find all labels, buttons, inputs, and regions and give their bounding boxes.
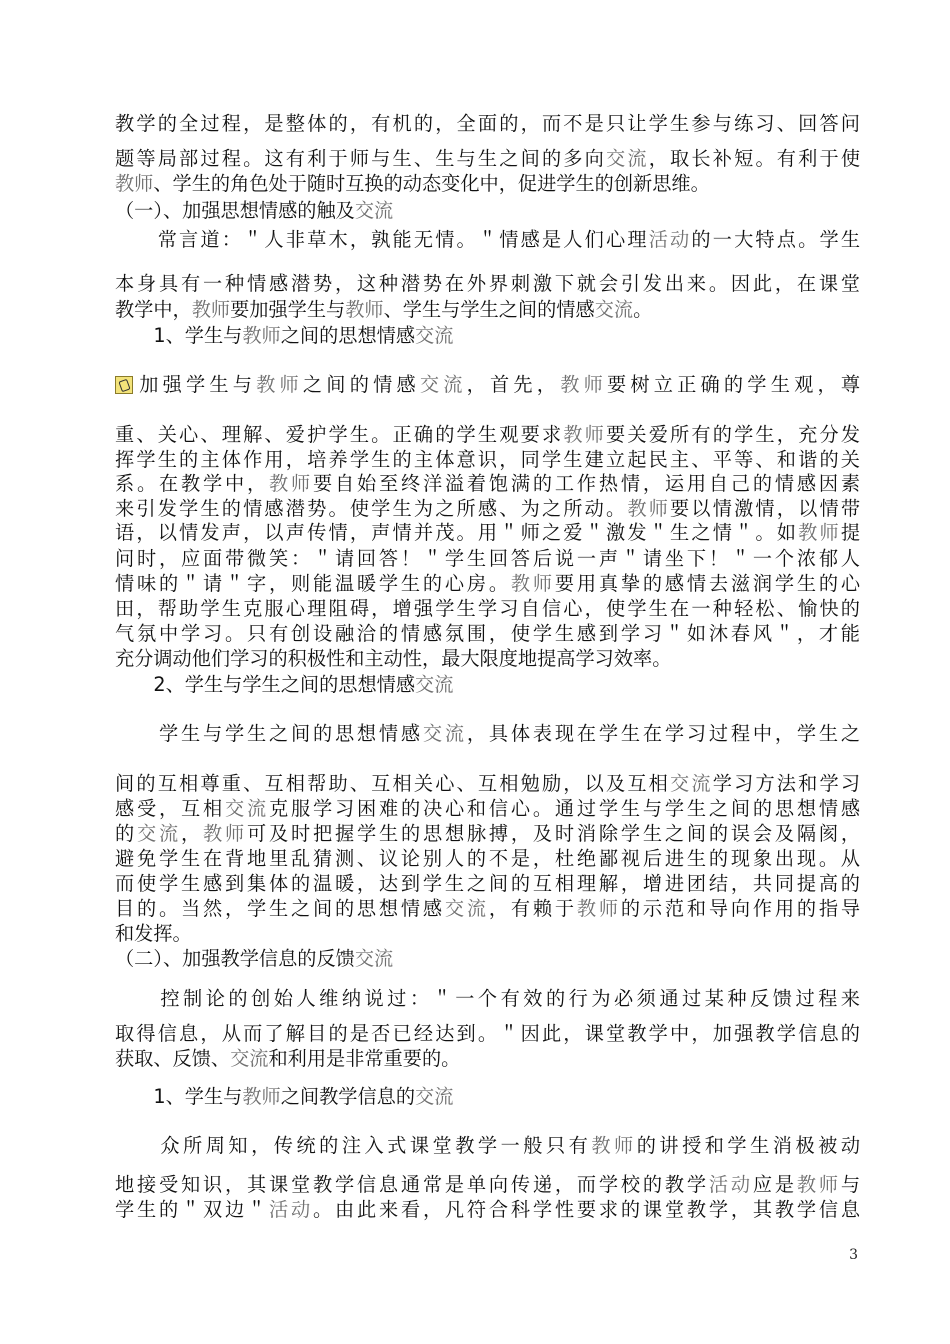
text-line: 教学中，教师要加强学生与教师、学生与学生之间的情感交流。 <box>115 298 653 321</box>
subheading-2: 2、学生与学生之间的思想情感交流 <box>115 673 454 696</box>
text-line: 问时，应面带微笑：＂请回答！＂学生回答后说一声＂请坐下！＂一个浓郁人 <box>115 547 860 570</box>
section-heading-2: （二）、加强教学信息的反馈交流 <box>115 947 394 970</box>
text-line: 教学的全过程，是整体的，有机的，全面的，而不是只让学生参与练习、回答问 <box>115 112 860 135</box>
text-line: 学生的＂双边＂活动。由此来看，凡符合科学性要求的课堂教学，其教学信息 <box>115 1198 861 1221</box>
text-line: 学生与学生之间的思想情感交流，具体表现在学生在学习过程中，学生之 <box>115 722 861 745</box>
subheading-3: 1、学生与教师之间教学信息的交流 <box>115 1085 454 1108</box>
comment-note-icon[interactable] <box>115 376 133 394</box>
text-line: 取得信息，从而了解目的是否已经达到。＂因此，课堂教学中，加强教学信息的 <box>115 1022 860 1045</box>
text-line: 教师、学生的角色处于随时互换的动态变化中，促进学生的创新思维。 <box>115 172 710 195</box>
text-line: 加强学生与教师之间的情感交流，首先，教师要树立正确的学生观，尊 <box>115 372 860 398</box>
text-line: 地接受知识，其课堂教学信息通常是单向传递，而学校的教学活动应是教师与 <box>115 1173 861 1196</box>
text-line: 间的互相尊重、互相帮助、互相关心、互相勉励，以及互相交流学习方法和学习 <box>115 772 861 795</box>
subheading-1: 1、学生与教师之间的思想情感交流 <box>115 324 454 347</box>
text-line: 常言道：＂人非草木，孰能无情。＂情感是人们心理活动的一大特点。学生 <box>115 228 861 251</box>
text-line: 众所周知，传统的注入式课堂教学一般只有教师的讲授和学生消极被动 <box>115 1134 861 1157</box>
text-line: 控制论的创始人维纳说过：＂一个有效的行为必须通过某种反馈过程来 <box>115 987 860 1010</box>
text-line: 和发挥。 <box>115 922 192 945</box>
text-line: 重、关心、理解、爱护学生。正确的学生观要求教师要关爱所有的学生，充分发 <box>115 423 861 446</box>
text-line: 感受，互相交流克服学习困难的决心和信心。通过学生与学生之间的思想情感 <box>115 797 861 820</box>
text-line: 充分调动他们学习的积极性和主动性，最大限度地提高学习效率。 <box>115 647 672 670</box>
page-number: 3 <box>849 1247 858 1263</box>
section-heading-1: （一）、加强思想情感的触及交流 <box>115 199 394 222</box>
text-line: 避免学生在背地里乱猜测、议论别人的不是，杜绝鄙视后进生的现象出现。从 <box>115 847 860 870</box>
text-line: 挥学生的主体作用，培养学生的主体意识，同学生建立起民主、平等、和谐的关 <box>115 448 860 471</box>
text-line: 情味的＂请＂字，则能温暖学生的心房。教师要用真挚的感情去滋润学生的心 <box>115 572 861 595</box>
text-line: 语，以情发声，以声传情，声情并茂。用＂师之爱＂激发＂生之情＂。如教师提 <box>115 521 861 544</box>
text-line: 本身具有一种情感潜势，这种潜势在外界刺激下就会引发出来。因此，在课堂 <box>115 272 860 295</box>
text-line: 田，帮助学生克服心理阻碍，增强学生学习自信心，使学生在一种轻松、愉快的 <box>115 597 860 620</box>
text-line: 来引发学生的情感潜势。使学生为之所感、为之所动。教师要以情激情，以情带 <box>115 497 861 520</box>
text-line: 的交流，教师可及时把握学生的思想脉搏，及时消除学生之间的误会及隔阂， <box>115 822 861 845</box>
text-line: 题等局部过程。这有利于师与生、生与生之间的多向交流，取长补短。有利于使 <box>115 147 861 170</box>
text-line: 系。在教学中，教师要自始至终洋溢着饱满的工作热情，运用自己的情感因素 <box>115 472 861 495</box>
text-line: 而使学生感到集体的温暖，达到学生之间的互相理解，增进团结，共同提高的 <box>115 872 860 895</box>
text-line: 气氛中学习。只有创设融洽的情感氛围，使学生感到学习＂如沐春风＂，才能 <box>115 622 860 645</box>
text-line: 获取、反馈、交流和利用是非常重要的。 <box>115 1047 461 1070</box>
text-line: 目的。当然，学生之间的思想情感交流，有赖于教师的示范和导向作用的指导 <box>115 897 861 920</box>
